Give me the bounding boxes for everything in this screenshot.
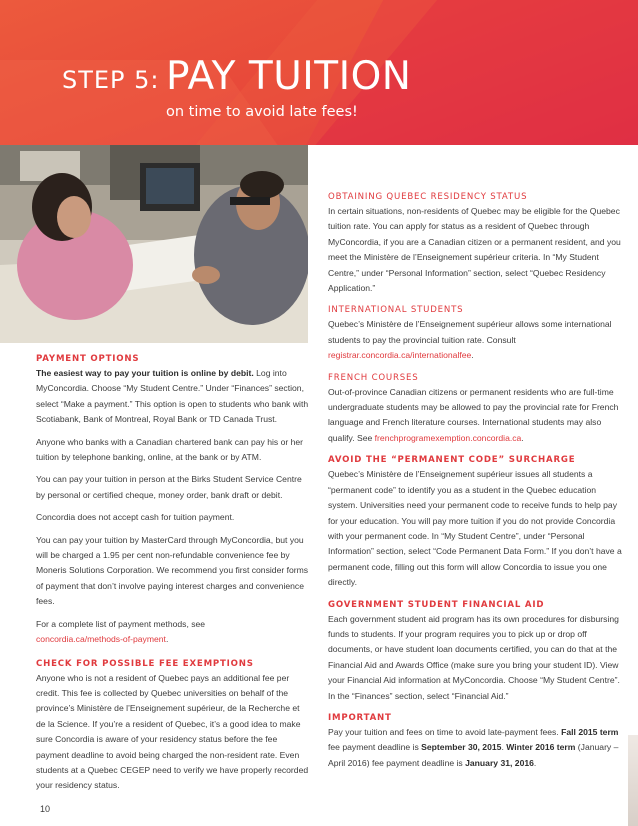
paragraph: You can pay your tuition by MasterCard through MyConcordia, but you will be charged a 1.95 per cent non-refundable convenience fee by Moneris Solutions Corporation. We recommend you first consider forms of payment that don’t involve paying interest charges and convenience fees. [36,534,309,607]
paragraph: Concordia does not accept cash for tuition payment. [36,512,235,523]
paragraph [328,725,626,771]
section-heading-payment-options: PAYMENT OPTIONS [36,354,140,364]
text: . [521,432,524,443]
text: fee payment deadline is [328,742,422,753]
right-column [328,190,626,778]
emphasis: January 31, 2016 [465,757,534,768]
photo-students-at-service-desk [0,145,308,343]
paragraph: You can pay your tuition in person at the Birks Student Service Centre by personal or certified cheque, money order, bank draft or debit. [36,474,302,500]
paragraph [36,366,310,428]
text: . [165,634,169,645]
step-label: STEP 5: [62,66,160,94]
text: Pay your tuition and fees on time to avoid late-payment fees. [328,726,562,737]
left-column [36,352,310,801]
international-fee-link[interactable]: registrar.concordia.ca/internationalfee [328,350,472,361]
paragraph: Each government student aid program has its own procedures for disbursing funds to students. If your program requires you to pick up or drop off documents, or have student loan documents certified, you can do that at the Financial Aid and Awards Office (make sure you bring your student ID). View your Financial Aid information at MyConcordia. Choose “My Student Centre”. In the “Finances” section, select “Financial Aid.” [328,613,620,701]
text: . [471,350,474,361]
text: . [501,742,507,753]
paragraph [36,617,310,648]
paragraph: In certain situations, non-residents of Quebec may be eligible for the Quebec tuition rate. You can apply for status as a resident of Quebec through MyConcordia, if you are a Canadian citizen or a permanent resident, and you meet the Ministère de l’Enseignement supérieur criteria. In “My Student Centre,” under “Personal Information” section, select “Quebec Residency Application.” [328,206,621,294]
paragraph [328,317,626,363]
payment-methods-link[interactable]: concordia.ca/methods-of-payment [36,634,166,645]
paragraph: Anyone who banks with a Canadian chartered bank can pay his or her tuition by telephone banking, online, at the bank or by ATM. [36,436,304,463]
section-heading-important: IMPORTANT [328,712,392,723]
paragraph: Quebec’s Ministère de l’Enseignement supérieur issues all students a “permanent code” to identify you as a student in the Quebec education system. Universities need your permanent code to receive funds to help pay for your education. You will pay more tuition if you do not provide Concordia with your permanent code. In “My Student Centre”, under “Personal Information” section, select “Code Permanent Data Form.” If you don’t have a permanent code, filling out this form will allow Concordia to issue you one directly. [328,469,622,588]
text: (January – April 2016) fee payment deadline is [328,742,619,768]
french-exemption-link[interactable]: frenchprogramexemption.concordia.ca [374,432,522,443]
text: Log into MyConcordia. Choose “My Student Centre.” Under “Finances” section, select “Make a payment.” This option is open to students who bank with Scotiabank, Bank of Montreal, Royal Bank or TD Canada Trust. [36,368,309,425]
paragraph: Anyone who is not a resident of Quebec pays an additional fee per credit. This fee is collected by Quebec universities on behalf of the province’s Ministère de l’Enseignement supérieur, de la Recherche et de la Science. If you’re a resident of Quebec, it’s a good idea to make sure Concordia is aware of your residency status before the fee payment deadline to avoid being charged the non-resident rate. Even students at a Quebec CEGEP need to verify we have properly recorded your residency status. [36,672,309,791]
section-heading-french: FRENCH COURSES [328,372,419,383]
emphasis: The easiest way to pay your tuition is online by debit. [36,368,254,378]
text: Quebec’s Ministère de l’Enseignement supérieur allows some international students to pay the provincial tuition rate. Consult [328,319,612,345]
page-title: PAY TUITION [166,54,412,99]
photo-illustration [0,145,308,343]
text: Out-of-province Canadian citizens or permanent residents who are full-time undergraduate students may be allowed to pay the provincial rate for French language and French literature courses. International students may also qualify. See [328,386,619,443]
section-heading-fee-exemptions: CHECK FOR POSSIBLE FEE EXEMPTIONS [36,658,254,669]
section-heading-international: INTERNATIONAL STUDENTS [328,305,464,316]
page-number: 10 [40,804,51,814]
section-heading-permanent-code: AVOID THE “PERMANENT CODE” SURCHARGE [328,455,576,466]
emphasis: September 30, 2015 [421,742,502,753]
section-heading-financial-aid: GOVERNMENT STUDENT FINANCIAL AID [328,599,545,610]
emphasis: Fall 2015 term [561,726,619,737]
edge-photo-fragment [628,735,638,826]
page-subtitle: on time to avoid late fees! [166,104,358,120]
section-heading-residency: OBTAINING QUEBEC RESIDENCY STATUS [328,192,528,202]
paragraph [328,385,626,447]
emphasis: Winter 2016 term [506,742,576,753]
text: . [533,757,537,768]
text: For a complete list of payment methods, see [36,618,206,629]
